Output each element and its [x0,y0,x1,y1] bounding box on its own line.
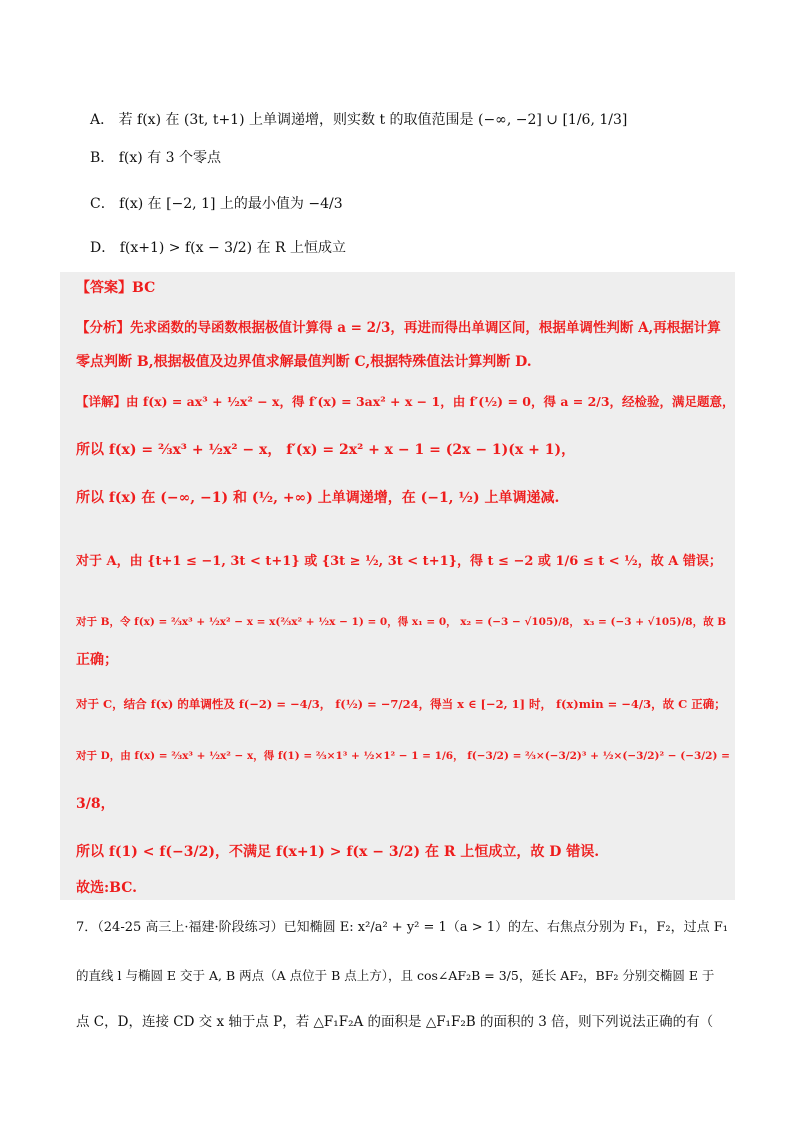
check-d-line-2: 3/8， [76,796,115,812]
check-b-line-1: 对于 B，令 f(x) = ⅔x³ + ½x² − x = x(⅔x² + ½x − 1) = 0，得 x₁ = 0， x₂ = (−3 − √105)/8， x₃ = (−3 + √105)/8，故 B [76,616,727,628]
analysis-line-1: 【分析】先求函数的导函数根据极值计算得 a = 2/3，再进而得出单调区间，根据单调性判断 A,再根据计算 [76,320,721,336]
option-d-letter: D． [90,240,116,256]
check-b-line-2: 正确； [76,652,118,668]
option-d-text: f(x+1) > f(x − 3/2) 在 R 上恒成立 [119,240,347,256]
conclusion: 故选:BC. [76,880,138,896]
check-d-line-3: 所以 f(1) < f(−3/2)，不满足 f(x+1) > f(x − 3/2) 在 R 上恒成立，故 D 错误. [76,844,600,860]
question-7-line-1: 7．（24-25 高三上·福建·阶段练习）已知椭圆 E: x²/a² + y² = 1（a > 1）的左、右焦点分别为 F₁，F₂，过点 F₁ [76,920,728,935]
detail-line-2: 所以 f(x) = ⅔x³ + ½x² − x， f′(x) = 2x² + x − 1 = (2x − 1)(x + 1)， [76,442,576,458]
option-b-letter: B． [90,150,115,166]
option-c [90,194,343,214]
check-d-line-1: 对于 D，由 f(x) = ⅔x³ + ½x² − x，得 f(1) = ⅔×1³ + ½×1² − 1 = 1/6， f(−3/2) = ⅔×(−3/2)³ + ½×(−3/2)² − (−3/2) = [76,750,730,762]
detail-line-1: 【详解】由 f(x) = ax³ + ½x² − x，得 f′(x) = 3ax² + x − 1，由 f′(½) = 0，得 a = 2/3，经检验，满足题意， [76,394,735,409]
option-b [90,148,221,168]
question-7-line-3: 点 C，D，连接 CD 交 x 轴于点 P，若 △F₁F₂A 的面积是 △F₁F₂B 的面积的 3 倍，则下列说法正确的有（ [76,1014,714,1030]
option-a [90,110,627,130]
option-c-letter: C． [90,196,115,212]
check-a: 对于 A，由 {t+1 ≤ −1, 3t < t+1} 或 {3t ≥ ½, 3t < t+1}，得 t ≤ −2 或 1/6 ≤ t < ½，故 A 错误； [76,554,722,569]
option-a-text: 若 f(x) 在 (3t, t+1) 上单调递增，则实数 t 的取值范围是 (−∞, −2] ∪ [1/6, 1/3] [118,112,628,128]
answer-line: 【答案】BC [76,280,156,296]
option-d [90,238,346,258]
question-7-line-2: 的直线 l 与椭圆 E 交于 A, B 两点（A 点位于 B 点上方），且 cos∠AF₂B = 3/5，延长 AF₂，BF₂ 分别交椭圆 E 于 [76,968,715,983]
option-c-text: f(x) 在 [−2, 1] 上的最小值为 −4/3 [119,196,343,212]
analysis-line-2: 零点判断 B,根据极值及边界值求解最值判断 C,根据特殊值法计算判断 D. [76,354,532,370]
option-a-letter: A． [90,112,115,128]
check-c: 对于 C，结合 f(x) 的单调性及 f(−2) = −4/3， f(½) = −7/24，得当 x ∈ [−2, 1] 时， f(x)min = −4/3，故 C 正确； [76,697,726,711]
detail-line-3: 所以 f(x) 在 (−∞, −1) 和 (½, +∞) 上单调递增，在 (−1, ½) 上单调递减. [76,490,560,506]
option-b-text: f(x) 有 3 个零点 [118,150,222,166]
